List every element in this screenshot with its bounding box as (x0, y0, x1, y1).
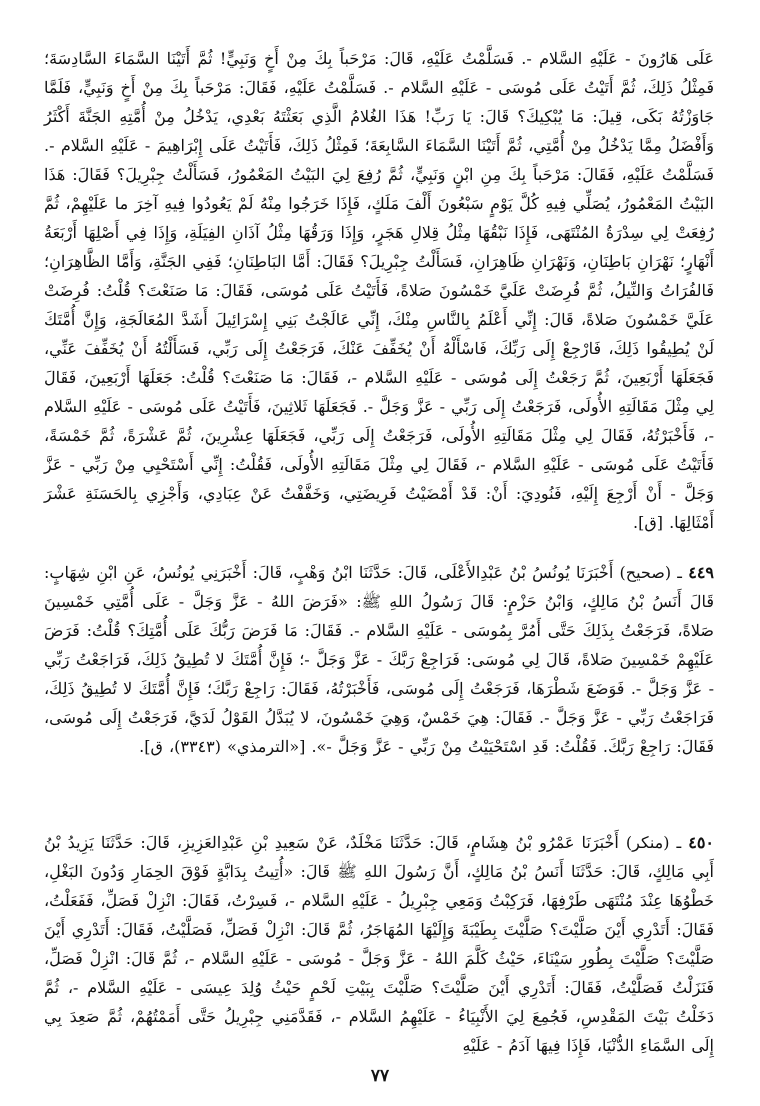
paragraph-text: عَلَى هَارُونَ - عَلَيْهِ السَّلام -. فَسَلَّمْتُ عَلَيْهِ، قَالَ: مَرْحَباً بِكَ مِنْ أَخٍ وَنَبِيٍّ! ثُمَّ أَتَيْنَا السَّمَاءَ السَّادِسَةَ؛ فَمِثْلُ ذَلِكَ، ثُمَّ أَتَيْتُ عَلَى مُوسَى - عَلَيْهِ السَّلام -. فَسَلَّمْتُ عَلَيْهِ، فَقَالَ: مَرْحَباً بِكَ مِنْ أَخٍ وَنَبِيٍّ، فَلَمَّا جَاوَزْتُهُ بَكَى، قِيلَ: مَا يُبْكِيكَ؟ قَالَ: يَا رَبِّ! هَذَا الغُلامُ الَّذِي بَعَثْتَهُ بَعْدِي، يَدْخُلُ مِنْ أُمَّتِهِ الجَنَّةَ أَكْثَرُ وَأَفْضَلُ مِمَّا يَدْخُلُ مِنْ أُمَّتِي، ثُمَّ أَتَيْنَا السَّمَاءَ السَّابِعَةَ؛ فَمِثْلُ ذَلِكَ، فَأَتَيْتُ عَلَى إِبْرَاهِيمَ - عَلَيْهِ السَّلام -. فَسَلَّمْتُ عَلَيْهِ، فَقَالَ: مَرْحَباً بِكَ مِنِ ابْنٍ وَنَبِيٍّ، ثُمَّ رُفِعَ لِيَ البَيْتُ المَعْمُورُ، فَسَأَلْتُ جِبْرِيلَ؟ فَقَالَ: هَذَا البَيْتُ المَعْمُورُ، يُصَلِّي فِيهِ كُلَّ يَوْمٍ سَبْعُونَ أَلْفَ مَلَكٍ، فَإِذَا خَرَجُوا مِنْهُ لَمْ يَعُودُوا فِيهِ آخِرَ ما عَلَيْهِمْ، ثُمَّ رُفِعَتْ لِي سِدْرَةُ المُنْتَهَى، فَإِذَا نَبْقُهَا مِثْلُ قِلالِ هَجَرٍ، وَإِذَا وَرَقُهَا مِثْلُ آذَانِ الفِيَلَةِ، وَإِذَا فِي أَصْلِهَا أَرْبَعَةُ أَنْهَارٍ؛ نَهْرَانِ بَاطِنَانِ، وَنَهْرَانِ ظَاهِرَانِ، فَسَأَلْتُ جِبْرِيلَ؟ فَقَالَ: أَمَّا البَاطِنَانِ؛ فَفِي الجَنَّةِ، وَأَمَّا الظَّاهِرَانِ؛ فَالفُرَاتُ وَالنِّيلُ، ثُمَّ فُرِضَتْ عَلَيَّ خَمْسُونَ صَلاةً، فَأَتَيْتُ عَلَى مُوسَى، فَقَالَ: مَا صَنَعْتَ؟ قُلْتُ: فُرِضَتْ عَلَيَّ خَمْسُونَ صَلاةً، قَالَ: إِنِّي أَعْلَمُ بِالنَّاسِ مِنْكَ، إِنِّي عَالَجْتُ بَنِي إِسْرَائِيلَ أَشَدَّ المُعَالَجَةِ، وَإِنَّ أُمَّتَكَ لَنْ يُطِيقُوا ذَلِكَ، فَارْجِعْ إِلَى رَبِّكَ، فَاسْأَلْهُ أَنْ يُخَفِّفَ عَنْكَ، فَرَجَعْتُ إِلَى رَبِّي، فَسَأَلْتُهُ أَنْ يُخَفِّفَ عَنِّي، فَجَعَلَهَا أَرْبَعِينَ، ثُمَّ رَجَعْتُ إِلَى مُوسَى - عَلَيْهِ السَّلام -، فَقَالَ: مَا صَنَعْتَ؟ قُلْتُ: جَعَلَهَا أَرْبَعِينَ، فَقَالَ لِي مِثْلَ مَقَالَتِهِ الأُولَى، فَرَجَعْتُ إِلَى رَبِّي - عَزَّ وَجَلَّ -. فَجَعَلَهَا ثَلاثِينَ، فَأَتَيْتُ عَلَى مُوسَى - عَلَيْهِ السَّلام -، فَأَخْبَرْتُهُ، فَقَالَ لِي مِثْلَ مَقَالَتِهِ الأُولَى، فَرَجَعْتُ إِلَى رَبِّي، فَجَعَلَهَا عِشْرِينَ، ثُمَّ عَشْرَةً، ثُمَّ خَمْسَةً، فَأَتَيْتُ عَلَى مُوسَى - عَلَيْهِ السَّلام -، فَقَالَ لِي مِثْلَ مَقَالَتِهِ الأُولَى، فَقُلْتُ: إِنِّي أَسْتَحْيِي مِنْ رَبِّي - عَزَّ وَجَلَّ - أَنْ أَرْجِعَ إِلَيْهِ، فَنُودِيَ: أَنْ: قَدْ أَمْضَيْتُ فَرِيضَتِي، وَخَفَّفْتُ عَنْ عِبَادِي، وَأَجْزِي بِالحَسَنَةِ عَشْرَ أَمْثَالِهَا. [ق]. (44, 49, 715, 532)
page-number: ٧٧ (370, 1066, 390, 1086)
hadith-text: أَخْبَرَنَا عَمْرُو بْنُ هِشَامٍ، قَالَ: حَدَّثَنَا مَخْلَدٌ، عَنْ سَعِيدِ بْنِ عَبْدِالعَزِيزِ، قَالَ: حَدَّثَنَا يَزِيدُ بْنُ أَبِي مَالِكٍ، قَالَ: حَدَّثَنَا أَنَسُ بْنُ مَالِكٍ، أَنَّ رَسُولَ اللهِ ﷺ قَالَ: «أُتِيتُ بِدَابَّةٍ فَوْقَ الحِمَارِ وَدُونَ البَغْلِ، خَطْوُهَا عِنْدَ مُنْتَهَى طَرْفِهَا، فَرَكِبْتُ وَمَعِي جِبْرِيلُ - عَلَيْهِ السَّلام -، فَسِرْتُ، فَقَالَ: انْزِلْ فَصَلِّ، فَفَعَلْتُ، فَقَالَ: أَتَدْرِي أَيْنَ صَلَّيْتَ؟ صَلَّيْتَ بِطَيْبَةَ وَإِلَيْهَا المُهَاجَرُ، ثُمَّ قَالَ: انْزِلْ فَصَلِّ، فَصَلَّيْتُ، فَقَالَ: أَتَدْرِي أَيْنَ صَلَّيْتَ؟ صَلَّيْتَ بِطُورِ سَيْنَاءَ، حَيْثُ كَلَّمَ اللهُ - عَزَّ وَجَلَّ - مُوسَى - عَلَيْهِ السَّلام -، ثُمَّ قَالَ: انْزِلْ فَصَلِّ، فَنَزَلْتُ فَصَلَّيْتُ، فَقَالَ: أَتَدْرِي أَيْنَ صَلَّيْتَ؟ صَلَّيْتَ بِبَيْتِ لَحْمٍ حَيْثُ وُلِدَ عِيسَى - عَلَيْهِ السَّلام -، ثُمَّ دَخَلْتُ بَيْتَ المَقْدِسِ، فَجُمِعَ لِيَ الأَنْبِيَاءُ - عَلَيْهِمُ السَّلام -، فَقَدَّمَنِي جِبْرِيلُ حَتَّى أَمَمْتُهُمْ، ثُمَّ صَعِدَ بِي إِلَى السَّمَاءِ الدُّنْيَا، فَإِذَا فِيهَا آدَمُ - عَلَيْهِ (44, 833, 714, 1055)
hadith-separator: ـ (671, 563, 689, 582)
hadith-grade: (منكر) (625, 833, 670, 852)
hadith-number: ٤٤٩ (688, 563, 714, 582)
hadith-text: أَخْبَرَنَا يُونُسُ بْنُ عَبْدِالأَعْلَى، قَالَ: حَدَّثَنَا ابْنُ وَهْبٍ، قَالَ: أَخْبَرَنِي يُونُسُ، عَنِ ابْنِ شِهَابٍ: قَالَ أَنَسُ بْنُ مَالِكٍ، وَابْنُ حَزْمٍ: قَالَ رَسُولُ اللهِ ﷺ: «فَرَضَ اللهُ - عَزَّ وَجَلَّ - عَلَى أُمَّتِي خَمْسِينَ صَلاةً، فَرَجَعْتُ بِذَلِكَ حَتَّى أَمُرَّ بِمُوسَى - عَلَيْهِ السَّلام -. فَقَالَ: مَا فَرَضَ رَبُّكَ عَلَى أُمَّتِكَ؟ قُلْتُ: فَرَضَ عَلَيْهِمْ خَمْسِينَ صَلاةً، قَالَ لِي مُوسَى: فَرَاجِعْ رَبَّكَ - عَزَّ وَجَلَّ -؛ فَإِنَّ أُمَّتَكَ لا تُطِيقُ ذَلِكَ، فَرَاجَعْتُ رَبِّي - عَزَّ وَجَلَّ -. فَوَضَعَ شَطْرَهَا، فَرَجَعْتُ إِلَى مُوسَى، فَأَخْبَرْتُهُ، فَقَالَ: رَاجِعْ رَبَّكَ؛ فَإِنَّ أُمَّتَكَ لا تُطِيقُ ذَلِكَ، فَرَاجَعْتُ رَبِّي - عَزَّ وَجَلَّ -. فَقَالَ: هِيَ خَمْسٌ، وَهِيَ خَمْسُونَ، لا يُبَدَّلُ القَوْلُ لَدَيَّ، فَرَجَعْتُ إِلَى مُوسَى، فَقَالَ: رَاجِعْ رَبَّكَ. فَقُلْتُ: قَدِ اسْتَحْيَيْتُ مِنْ رَبِّي - عَزَّ وَجَلَّ -». [«الترمذي» (٣٣٤٣)، ق]. (44, 563, 714, 756)
hadith-number: ٤٥٠ (688, 833, 715, 852)
paragraph-continuation (44, 44, 714, 537)
hadith-450 (44, 828, 714, 1060)
hadith-grade: (صحيح) (619, 563, 672, 582)
paragraph-text (44, 558, 714, 761)
paragraph-text (44, 828, 714, 1060)
hadith-separator: ـ (669, 833, 689, 852)
hadith-449 (44, 558, 714, 761)
